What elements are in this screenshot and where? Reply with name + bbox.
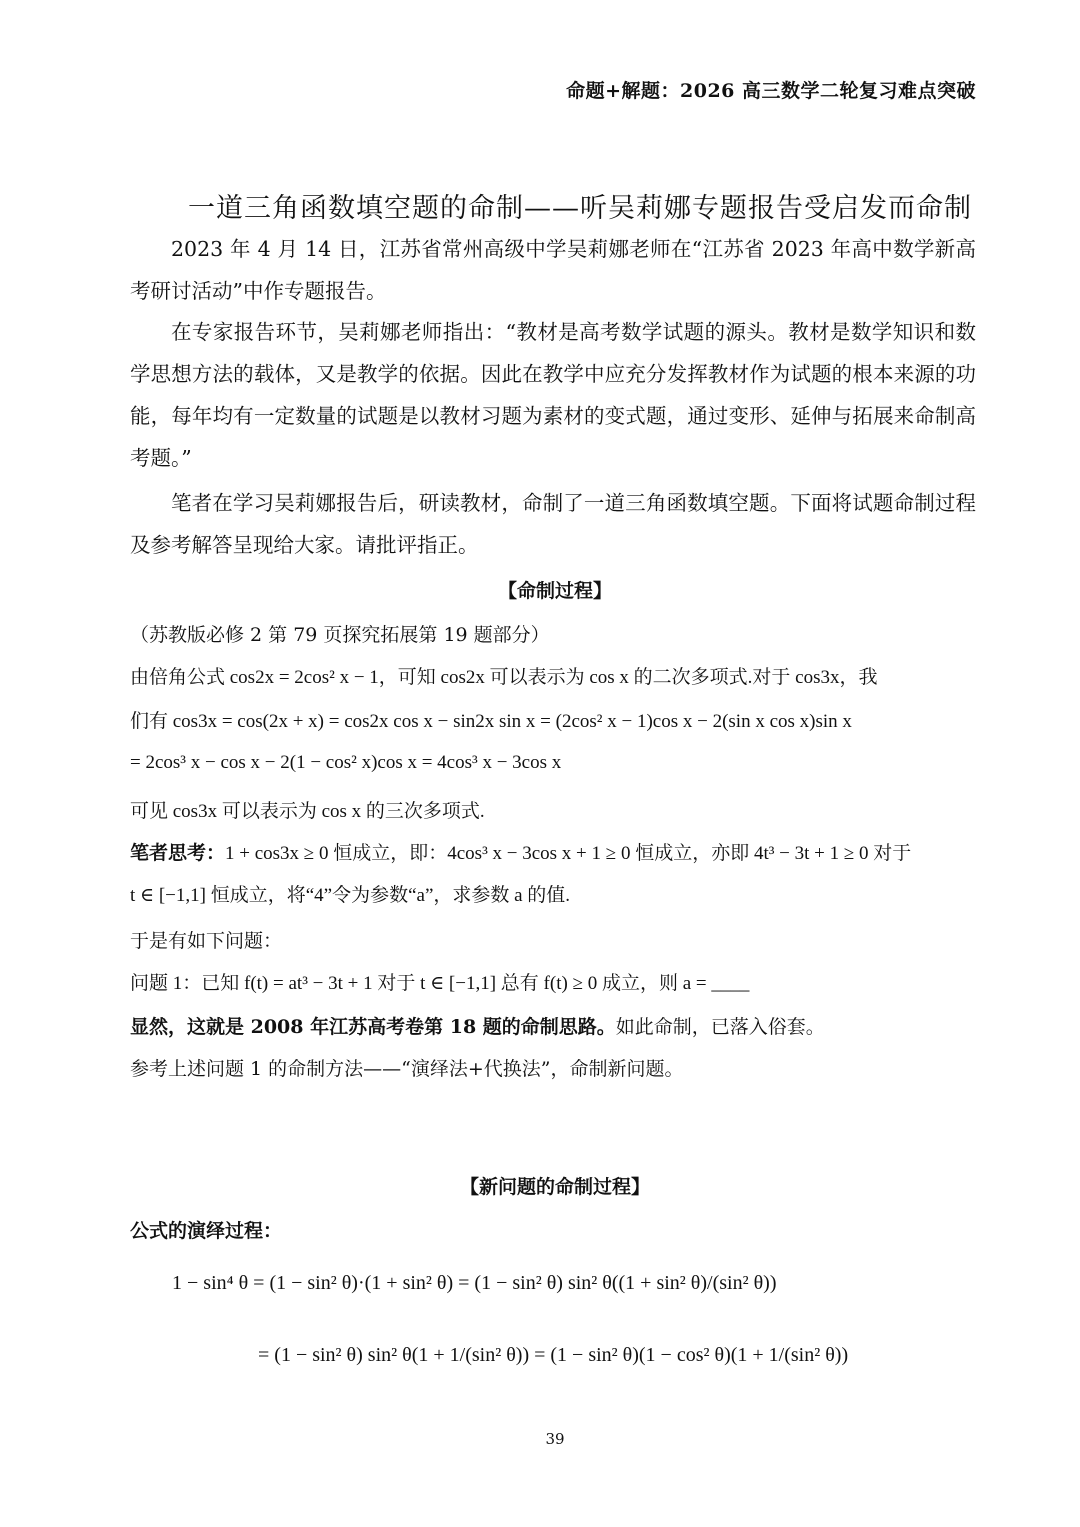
text-line: 由倍角公式 cos2x = 2cos² x − 1，可知 cos2x 可以表示为 cos x 的二次多项式.对于 cos3x，我 — [130, 667, 878, 688]
derivation-line: 们有 cos3x = cos(2x + x) = cos2x cos x − sin2x sin x = (2cos² x − 1)cos x − 2(sin x cos x)sin x — [130, 711, 852, 732]
paragraph-1: 2023 年 4 月 14 日，江苏省常州高级中学吴莉娜老师在“江苏省 2023 年高中数学新高考研讨活动”中作专题报告。 — [130, 237, 976, 303]
section-heading-new: 【新问题的命制过程】 — [459, 1176, 650, 1198]
paragraph-2: 在专家报告环节，吴莉娜老师指出：“教材是高考数学试题的源头。教材是数学知识和数学思想方法的载体，又是教学的依据。因此在教学中应充分发挥教材作为试题的根本来源的功能，每年均有一定数量的试题是以教材习题为素材的变式题，通过变形、延伸与拓展来命制高考题。” — [130, 320, 976, 470]
think-label: 笔者思考： — [130, 843, 226, 864]
comment-line — [130, 1012, 825, 1039]
comment-text: 如此命制，已落入俗套。 — [615, 1016, 825, 1038]
derivation-line: = 2cos³ x − cos x − 2(1 − cos² x)cos x = 4cos³ x − 3cos x — [130, 752, 562, 773]
section-heading-process: 【命制过程】 — [497, 580, 612, 602]
paragraph-3: 笔者在学习吴莉娜报告后，研读教材，命制了一道三角函数填空题。下面将试题命制过程及参考解答呈现给大家。请批评指正。 — [130, 491, 976, 557]
think-text: 1 + cos3x ≥ 0 恒成立，即：4cos³ x − 3cos x + 1 ≥ 0 恒成立，亦即 4t³ − 3t + 1 ≥ 0 对于 — [225, 843, 912, 864]
equation-2: = (1 − sin² θ) sin² θ(1 + 1/(sin² θ)) = (1 − sin² θ)(1 − cos² θ)(1 + 1/(sin² θ)) — [258, 1344, 849, 1366]
page-header: 命题+解题：2026 高三数学二轮复习难点突破 — [566, 80, 976, 102]
author-thought — [130, 838, 911, 865]
problem-1: 问题 1：已知 f(t) = at³ − 3t + 1 对于 t ∈ [−1,1] 总有 f(t) ≥ 0 成立，则 a = ____ — [130, 973, 750, 994]
text-line: 参考上述问题 1 的命制方法——“演绎法+代换法”，命制新问题。 — [130, 1058, 684, 1080]
text-line: 于是有如下问题： — [130, 930, 283, 952]
page-number: 39 — [545, 1430, 565, 1448]
text-line: 可见 cos3x 可以表示为 cos x 的三次多项式. — [130, 801, 485, 822]
formula-label: 公式的演绎过程： — [130, 1220, 283, 1242]
article-title: 一道三角函数填空题的命制——听吴莉娜专题报告受启发而命制 — [188, 193, 972, 224]
source-note: （苏教版必修 2 第 79 页探究拓展第 19 题部分） — [130, 624, 550, 646]
text-line: t ∈ [−1,1] 恒成立，将“4”令为参数“a”，求参数 a 的值. — [130, 885, 571, 906]
equation-1: 1 − sin⁴ θ = (1 − sin² θ)·(1 + sin² θ) = (1 − sin² θ) sin² θ((1 + sin² θ)/(sin² θ)) — [172, 1272, 777, 1294]
bold-sentence: 显然，这就是 2008 年江苏高考卷第 18 题的命制思路。 — [130, 1016, 616, 1038]
